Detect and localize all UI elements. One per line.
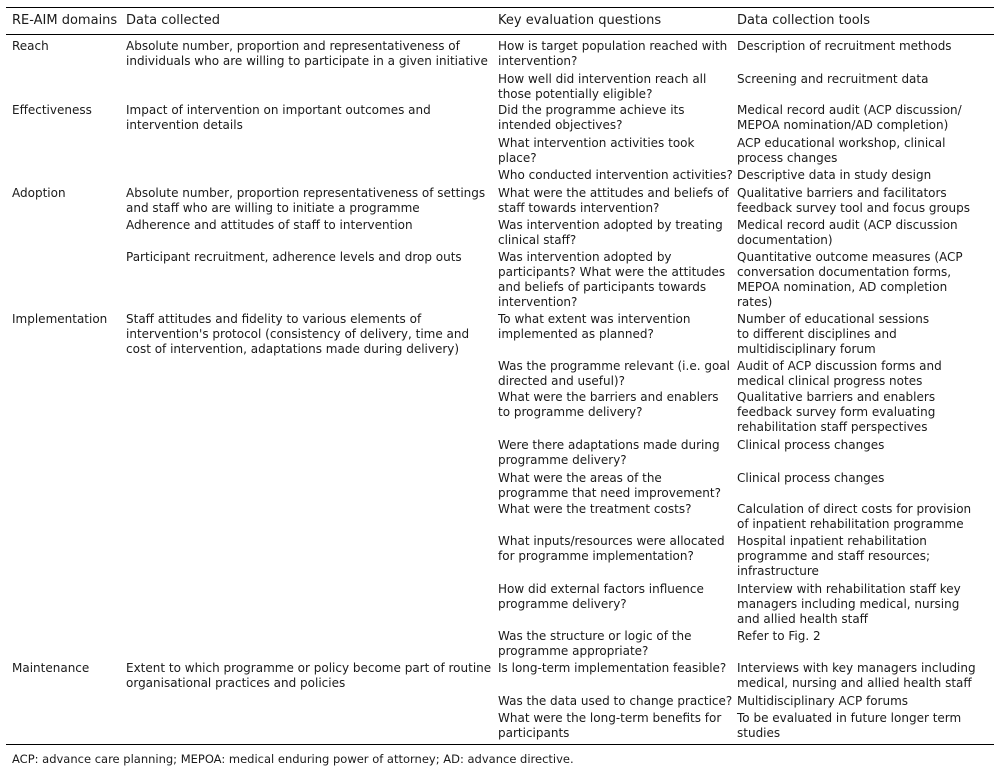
cell-question [498, 471, 721, 501]
cell-line: individuals who are willing to participate in a given initiative [126, 54, 488, 68]
cell-tool [737, 218, 958, 248]
cell-question [498, 168, 733, 183]
cell-line: medical, nursing and allied health staff [737, 676, 972, 690]
cell-line: to programme delivery? [498, 405, 643, 419]
cell-data-collected [126, 186, 485, 216]
cell-line: How well did intervention reach all [498, 72, 707, 86]
header-key-questions: Key evaluation questions [498, 13, 662, 28]
cell-question [498, 103, 685, 133]
cell-domain [12, 186, 66, 201]
cell-line: clinical staff? [498, 233, 577, 247]
header-domains: RE-AIM domains [12, 13, 118, 28]
cell-tool [737, 103, 962, 133]
cell-tool [737, 359, 942, 389]
cell-line: managers including medical, nursing [737, 597, 960, 611]
cell-tool [737, 438, 884, 453]
cell-line: Interview with rehabilitation staff key [737, 582, 961, 596]
cell-tool [737, 502, 971, 532]
cell-domain [12, 39, 49, 54]
table-top-rule [6, 7, 994, 8]
cell-question [498, 502, 691, 517]
cell-question [498, 218, 723, 248]
cell-line: participants? What were the attitudes [498, 265, 726, 279]
cell-line: intervention? [498, 295, 578, 309]
cell-tool [737, 390, 935, 435]
cell-line: programme delivery? [498, 453, 627, 467]
cell-question [498, 72, 706, 102]
cell-tool [737, 312, 929, 357]
cell-line: Impact of intervention on important outcomes and [126, 103, 431, 117]
cell-line: medical clinical progress notes [737, 374, 923, 388]
cell-line: programme delivery? [498, 597, 627, 611]
cell-tool [737, 39, 952, 54]
cell-line: Medical record audit (ACP discussion/ [737, 103, 962, 117]
cell-line: MEPOA nomination/AD completion) [737, 118, 949, 132]
cell-line: What were the areas of the [498, 471, 662, 485]
cell-question [498, 312, 691, 342]
cell-line: Adoption [12, 186, 66, 200]
cell-tool [737, 471, 884, 486]
cell-line: infrastructure [737, 564, 819, 578]
cell-line: What intervention activities took [498, 136, 695, 150]
cell-line: programme that need improvement? [498, 486, 721, 500]
cell-line: Calculation of direct costs for provision [737, 502, 972, 516]
cell-data-collected [126, 312, 469, 357]
cell-line: Is long-term implementation feasible? [498, 661, 727, 675]
cell-line: Description of recruitment methods [737, 39, 952, 53]
cell-line: process changes [737, 151, 838, 165]
cell-line: Was intervention adopted by [498, 250, 672, 264]
cell-question [498, 39, 727, 69]
cell-line: programme appropriate? [498, 644, 649, 658]
cell-line: How is target population reached with [498, 39, 728, 53]
cell-line: intended objectives? [498, 118, 623, 132]
header-data-collected: Data collected [126, 13, 220, 28]
cell-line: feedback survey tool and focus groups [737, 201, 970, 215]
cell-line: and beliefs of participants towards [498, 280, 707, 294]
cell-line: staff towards intervention? [498, 201, 660, 215]
cell-line: Adherence and attitudes of staff to intervention [126, 218, 413, 232]
cell-line: Clinical process changes [737, 471, 885, 485]
cell-line: Was the structure or logic of the [498, 629, 692, 643]
cell-line: Audit of ACP discussion forms and [737, 359, 942, 373]
cell-line: feedback survey form evaluating [737, 405, 936, 419]
cell-line: Maintenance [12, 661, 90, 675]
cell-tool [737, 694, 908, 709]
cell-line: Who conducted intervention activities? [498, 168, 733, 182]
cell-line: and allied health staff [737, 612, 868, 626]
cell-line: participants [498, 726, 570, 740]
cell-line: Staff attitudes and fidelity to various elements of [126, 312, 422, 326]
cell-data-collected [126, 218, 413, 233]
cell-question [498, 438, 720, 468]
cell-question [498, 136, 694, 166]
cell-line: Interviews with key managers including [737, 661, 976, 675]
cell-line: Refer to Fig. 2 [737, 629, 821, 643]
cell-tool [737, 582, 961, 627]
cell-line: Quantitative outcome measures (ACP [737, 250, 963, 264]
cell-line: Multidisciplinary ACP forums [737, 694, 909, 708]
cell-line: programme and staff resources; [737, 549, 931, 563]
cell-question [498, 534, 725, 564]
cell-line: Participant recruitment, adherence levels and drop outs [126, 250, 462, 264]
cell-question [498, 582, 704, 612]
cell-question [498, 390, 719, 420]
cell-line: What were the treatment costs? [498, 502, 692, 516]
cell-line: What were the long-term benefits for [498, 711, 722, 725]
cell-line: place? [498, 151, 537, 165]
cell-line: and staff who are willing to initiate a programme [126, 201, 420, 215]
cell-line: studies [737, 726, 781, 740]
cell-line: Was the programme relevant (i.e. goal [498, 359, 730, 373]
cell-tool [737, 72, 928, 87]
table-bottom-rule [6, 744, 994, 745]
cell-domain [12, 103, 92, 118]
cell-domain [12, 661, 89, 676]
cell-tool [737, 711, 961, 741]
cell-line: cost of intervention, adaptations made during delivery) [126, 342, 460, 356]
cell-question [498, 186, 729, 216]
cell-line: rates) [737, 295, 773, 309]
cell-line: Was intervention adopted by treating [498, 218, 723, 232]
cell-line: Qualitative barriers and facilitators [737, 186, 947, 200]
cell-line: Qualitative barriers and enablers [737, 390, 936, 404]
cell-question [498, 694, 732, 709]
cell-line: Screening and recruitment data [737, 72, 929, 86]
cell-data-collected [126, 250, 462, 265]
cell-line: Absolute number, proportion and representativeness of [126, 39, 460, 53]
cell-line: Effectiveness [12, 103, 92, 117]
cell-line: MEPOA nomination, AD completion [737, 280, 948, 294]
cell-line: Did the programme achieve its [498, 103, 685, 117]
cell-line: implemented as planned? [498, 327, 654, 341]
table-footnote: ACP: advance care planning; MEPOA: medical enduring power of attorney; AD: advance directive. [12, 752, 574, 766]
cell-line: those potentially eligible? [498, 87, 653, 101]
cell-line: Implementation [12, 312, 108, 326]
cell-tool [737, 661, 976, 691]
cell-domain [12, 312, 107, 327]
cell-line: directed and useful)? [498, 374, 625, 388]
cell-line: intervention details [126, 118, 243, 132]
cell-line: multidisciplinary forum [737, 342, 876, 356]
cell-line: conversation documentation forms, [737, 265, 952, 279]
cell-line: intervention's protocol (consistency of delivery, time and [126, 327, 470, 341]
cell-tool [737, 136, 945, 166]
cell-tool [737, 629, 821, 644]
cell-line: Medical record audit (ACP discussion [737, 218, 958, 232]
cell-question [498, 629, 692, 659]
cell-question [498, 711, 721, 741]
cell-line: How did external factors influence [498, 582, 704, 596]
cell-line: rehabilitation staff perspectives [737, 420, 928, 434]
cell-data-collected [126, 103, 431, 133]
cell-tool [737, 534, 930, 579]
cell-line: Was the data used to change practice? [498, 694, 733, 708]
cell-line: documentation) [737, 233, 833, 247]
cell-line: Number of educational sessions [737, 312, 930, 326]
cell-line: organisational practices and policies [126, 676, 346, 690]
cell-data-collected [126, 39, 488, 69]
cell-line: To be evaluated in future longer term [737, 711, 962, 725]
cell-line: What were the attitudes and beliefs of [498, 186, 729, 200]
cell-line: ACP educational workshop, clinical [737, 136, 946, 150]
cell-line: Extent to which programme or policy become part of routine [126, 661, 492, 675]
cell-line: for programme implementation? [498, 549, 694, 563]
cell-line: of inpatient rehabilitation programme [737, 517, 964, 531]
cell-line: To what extent was intervention [498, 312, 691, 326]
cell-line: Reach [12, 39, 49, 53]
cell-question [498, 661, 726, 676]
cell-line: Absolute number, proportion representativeness of settings [126, 186, 486, 200]
cell-line: Descriptive data in study design [737, 168, 932, 182]
cell-question [498, 250, 725, 310]
cell-line: intervention? [498, 54, 578, 68]
cell-line: to different disciplines and [737, 327, 897, 341]
cell-tool [737, 186, 970, 216]
cell-tool [737, 168, 931, 183]
cell-question [498, 359, 730, 389]
cell-line: What were the barriers and enablers [498, 390, 719, 404]
header-tools: Data collection tools [737, 13, 871, 28]
cell-tool [737, 250, 963, 310]
cell-line: What inputs/resources were allocated [498, 534, 725, 548]
cell-data-collected [126, 661, 491, 691]
header-bottom-rule [6, 34, 994, 35]
cell-line: Clinical process changes [737, 438, 885, 452]
cell-line: Were there adaptations made during [498, 438, 720, 452]
cell-line: Hospital inpatient rehabilitation [737, 534, 927, 548]
